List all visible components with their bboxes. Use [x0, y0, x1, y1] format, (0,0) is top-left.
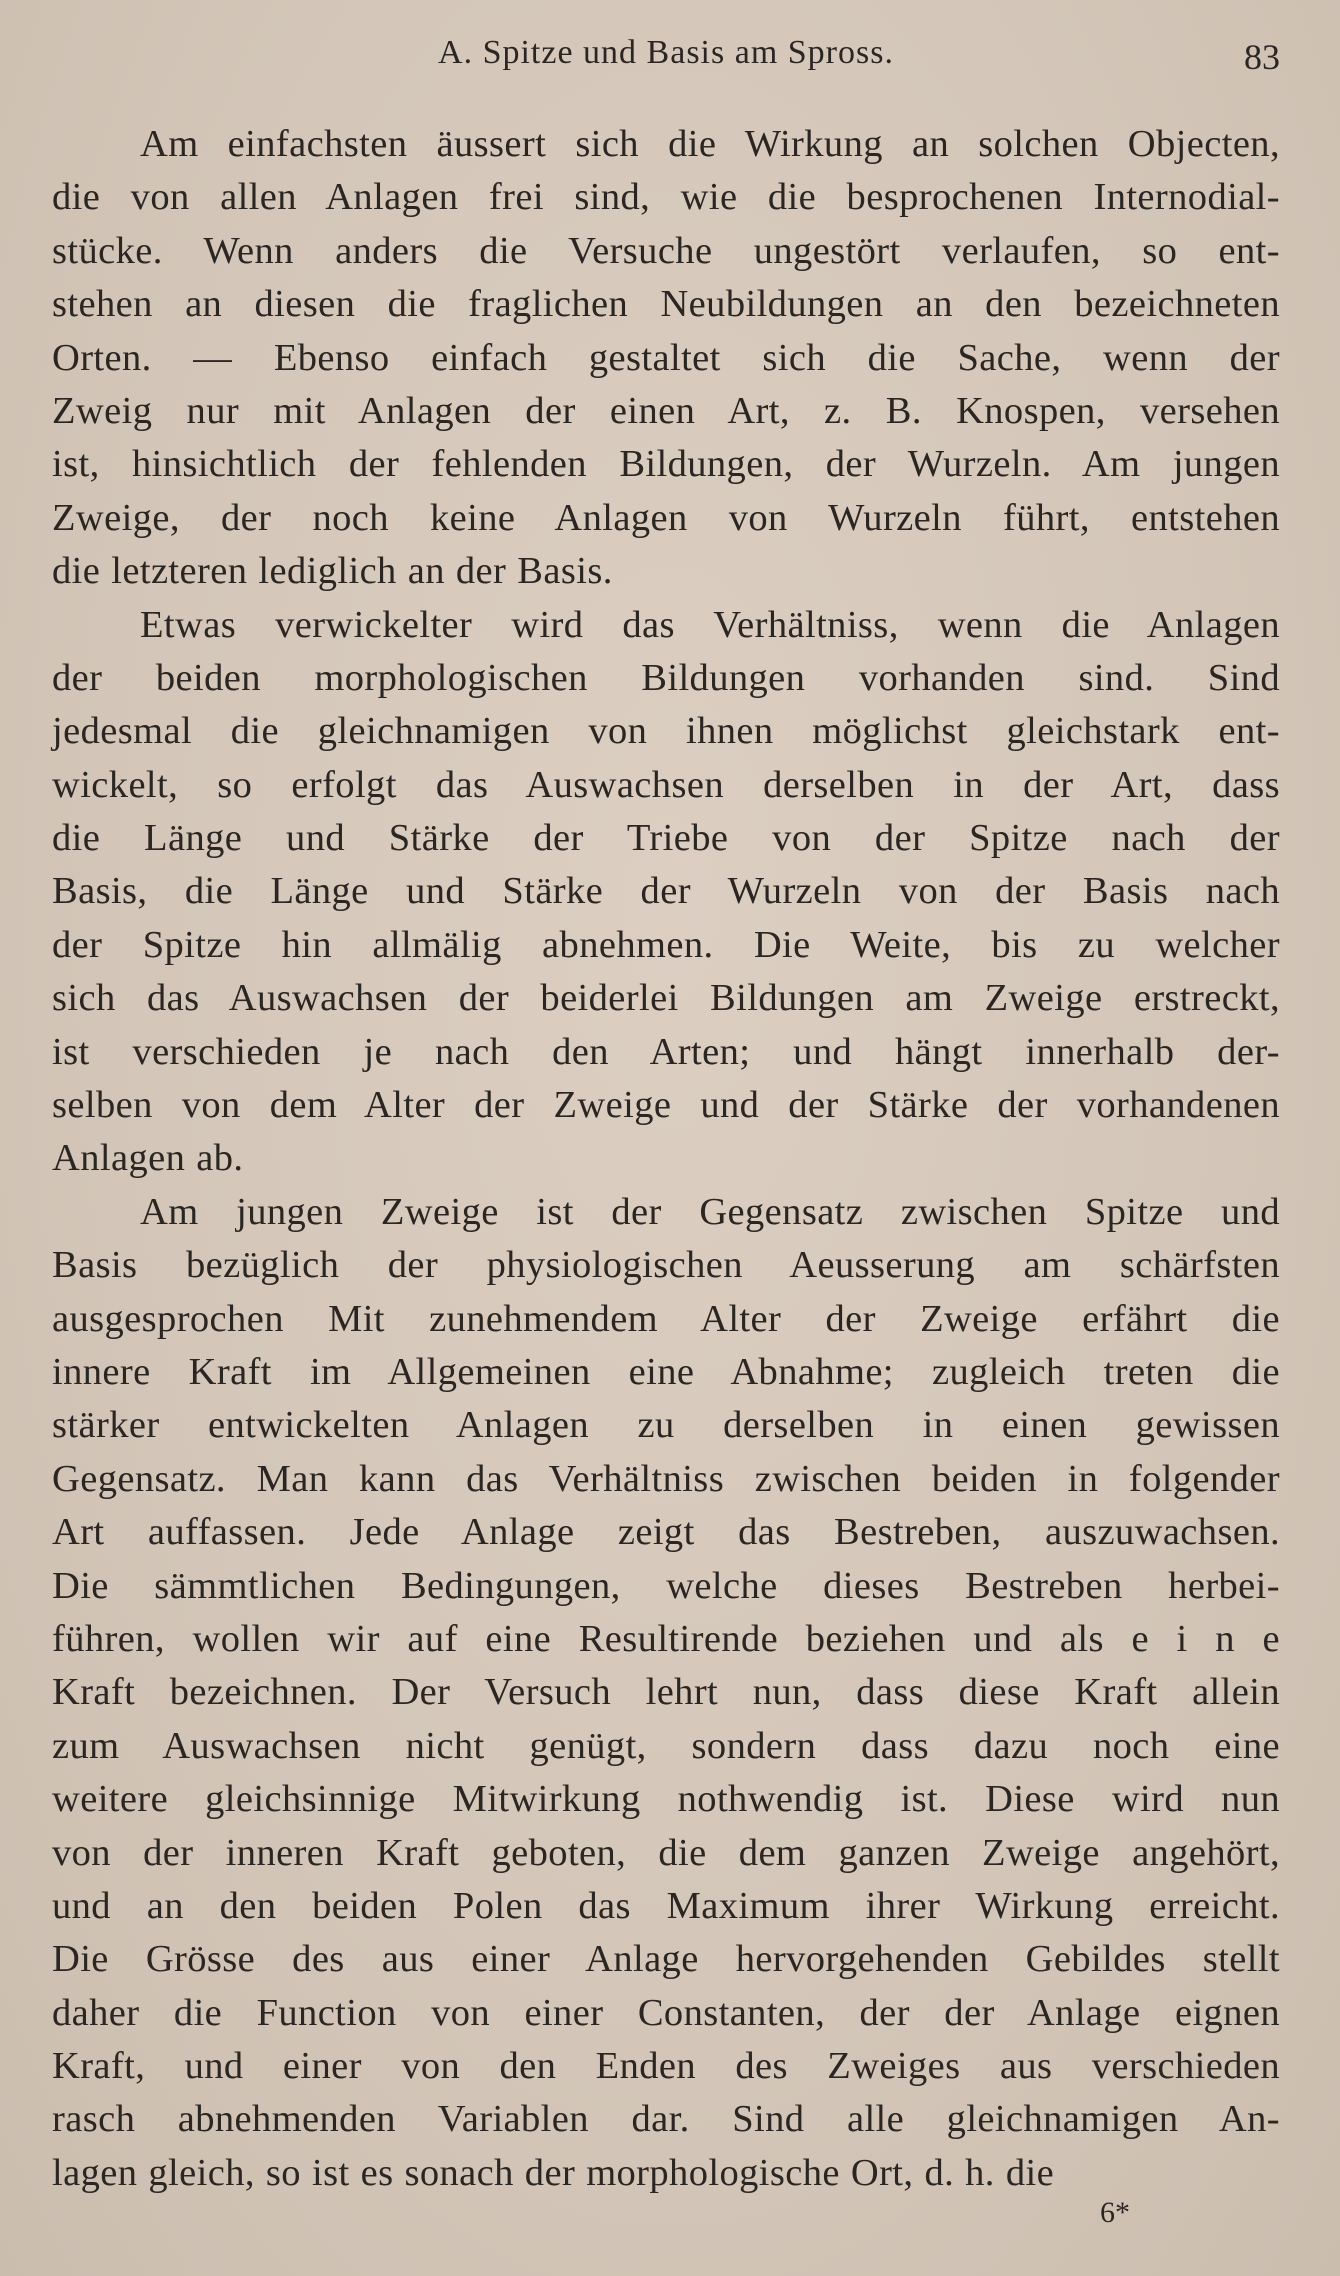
text-line: rasch abnehmenden Variablen dar. Sind alle gleichnamigen An- — [52, 2098, 1280, 2141]
text-line: und an den beiden Polen das Maximum ihrer Wirkung erreicht. — [52, 1884, 1280, 1927]
text-line: Etwas verwickelter wird das Verhältniss, wenn die Anlagen — [140, 603, 1280, 646]
running-title: A. Spitze und Basis am Spross. — [438, 34, 894, 71]
text-line: Zweige, der noch keine Anlagen von Wurzeln führt, entstehen — [52, 496, 1280, 539]
text-line: daher die Function von einer Constanten, der der Anlage eignen — [52, 1991, 1280, 2034]
text-line: stehen an diesen die fraglichen Neubildungen an den bezeichneten — [52, 283, 1280, 326]
text-line: Anlagen ab. — [52, 1137, 244, 1180]
text-line: jedesmal die gleichnamigen von ihnen möglichst gleichstark ent- — [52, 710, 1280, 753]
text-line: stärker entwickelten Anlagen zu derselben in einen gewissen — [52, 1404, 1280, 1447]
text-line: ist, hinsichtlich der fehlenden Bildungen, der Wurzeln. Am jungen — [52, 443, 1280, 486]
text-line: sich das Auswachsen der beiderlei Bildungen am Zweige erstreckt, — [52, 977, 1280, 1020]
page-number: 83 — [1244, 37, 1280, 77]
body-text — [52, 118, 1280, 2200]
text-line: Am jungen Zweige ist der Gegensatz zwischen Spitze und — [140, 1190, 1280, 1233]
text-line: Am einfachsten äussert sich die Wirkung an solchen Objecten, — [140, 123, 1280, 165]
paragraph — [52, 599, 1280, 1186]
text-line: Die Grösse des aus einer Anlage hervorgehenden Gebildes stellt — [52, 1938, 1280, 1981]
text-line: Gegensatz. Man kann das Verhältniss zwischen beiden in folgender — [52, 1457, 1280, 1500]
paragraph — [52, 1186, 1280, 2200]
text-line: Orten. — Ebenso einfach gestaltet sich die Sache, wenn der — [52, 336, 1280, 379]
text-line: die von allen Anlagen frei sind, wie die besprochenen Internodial- — [52, 176, 1280, 219]
text-line: die letzteren lediglich an der Basis. — [52, 550, 613, 593]
text-line: von der inneren Kraft geboten, die dem ganzen Zweige angehört, — [52, 1831, 1280, 1874]
text-line: Basis bezüglich der physiologischen Aeusserung am schärfsten — [52, 1244, 1280, 1287]
text-line: lagen gleich, so ist es sonach der morphologische Ort, d. h. die — [52, 2151, 1055, 2194]
text-line: Kraft bezeichnen. Der Versuch lehrt nun, dass diese Kraft allein — [52, 1671, 1280, 1714]
text-line: ausgesprochen Mit zunehmendem Alter der Zweige erfährt die — [52, 1297, 1280, 1340]
text-line: Kraft, und einer von den Enden des Zweiges aus verschieden — [52, 2045, 1280, 2088]
text-line: stücke. Wenn anders die Versuche ungestört verlaufen, so ent- — [52, 229, 1280, 272]
text-line: führen, wollen wir auf eine Resultirende beziehen und als e i n e — [52, 1617, 1280, 1660]
text-line: selben von dem Alter der Zweige und der Stärke der vorhandenen — [52, 1084, 1280, 1127]
paragraph — [52, 118, 1280, 599]
text-line: Die sämmtlichen Bedingungen, welche dieses Bestreben herbei- — [52, 1564, 1280, 1607]
text-line: wickelt, so erfolgt das Auswachsen derselben in der Art, dass — [52, 763, 1280, 806]
text-line: Basis, die Länge und Stärke der Wurzeln von der Basis nach — [52, 870, 1280, 913]
text-line: die Länge und Stärke der Triebe von der Spitze nach der — [52, 817, 1280, 860]
text-line: der Spitze hin allmälig abnehmen. Die Weite, bis zu welcher — [52, 923, 1280, 966]
text-line: Art auffassen. Jede Anlage zeigt das Bestreben, auszuwachsen. — [52, 1511, 1280, 1554]
text-line: Zweig nur mit Anlagen der einen Art, z. B. Knospen, versehen — [52, 389, 1280, 432]
text-line: zum Auswachsen nicht genügt, sondern dass dazu noch eine — [52, 1724, 1280, 1767]
text-line: innere Kraft im Allgemeinen eine Abnahme; zugleich treten die — [52, 1350, 1280, 1393]
text-line: weitere gleichsinnige Mitwirkung nothwendig ist. Diese wird nun — [52, 1778, 1280, 1821]
page-header — [52, 30, 1280, 90]
text-line: der beiden morphologischen Bildungen vorhanden sind. Sind — [52, 656, 1280, 699]
text-line: ist verschieden je nach den Arten; und hängt innerhalb der- — [52, 1030, 1280, 1073]
signature-mark: 6* — [1100, 2196, 1130, 2229]
